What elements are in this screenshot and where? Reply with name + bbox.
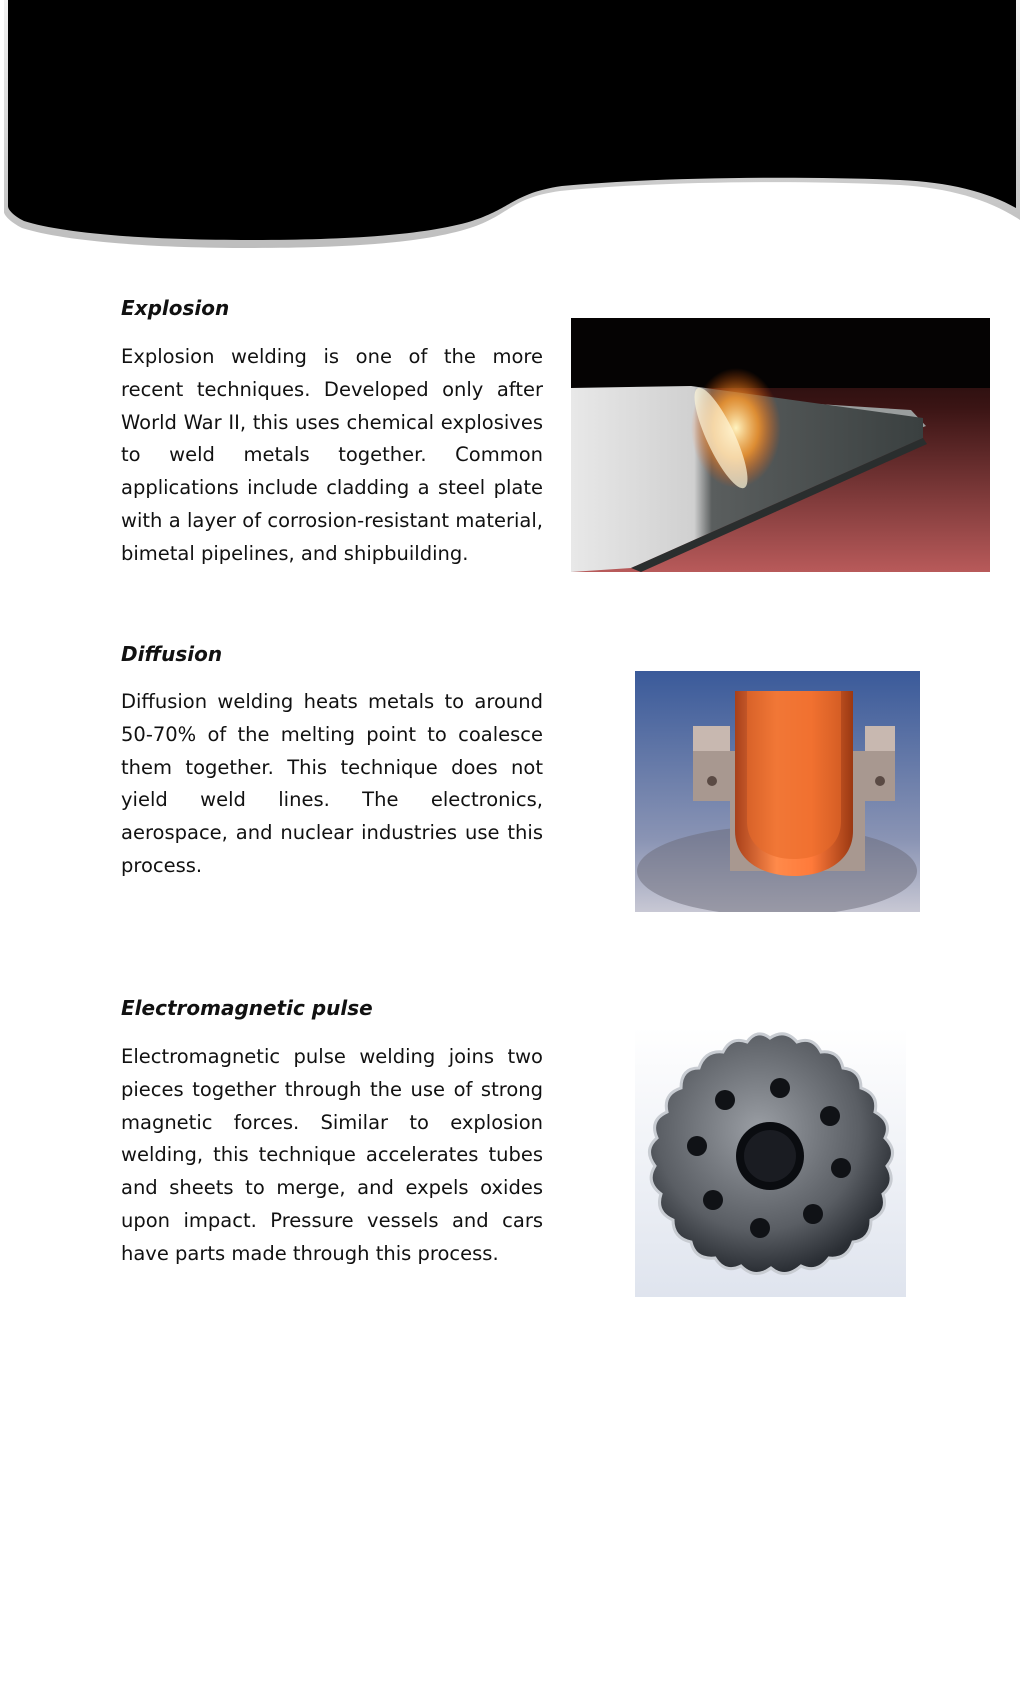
section-body: Electromagnetic pulse welding joins two pieces together through the use of strong magnetic forces. Similar to explosion welding, this technique accelerates tubes and sheets to merge, and expels oxides upon impact. Pressure vessels and cars have parts made through this process. (121, 1045, 543, 1265)
explosion-welding-photo (571, 318, 990, 572)
section-heading: Explosion (121, 296, 230, 320)
header-banner (0, 0, 1024, 260)
section-body: Explosion welding is one of the more recent techniques. Developed only after World War II, this uses chemical explosives to weld metals together. Common applications include cladding a steel plate with a layer of corrosion-resistant material, bimetal pipelines, and shipbuilding. (121, 345, 543, 565)
pulse-welding-photo (635, 1028, 906, 1297)
header-wave-shape (0, 0, 1024, 260)
section-heading: Diffusion (121, 642, 223, 666)
section-heading: Electromagnetic pulse (121, 996, 373, 1020)
diffusion-welding-photo (635, 671, 920, 912)
section-body: Diffusion welding heats metals to around 50-70% of the melting point to coalesce them together. This technique does not yield weld lines. The electronics, aerospace, and nuclear industries use this process. (121, 690, 543, 877)
